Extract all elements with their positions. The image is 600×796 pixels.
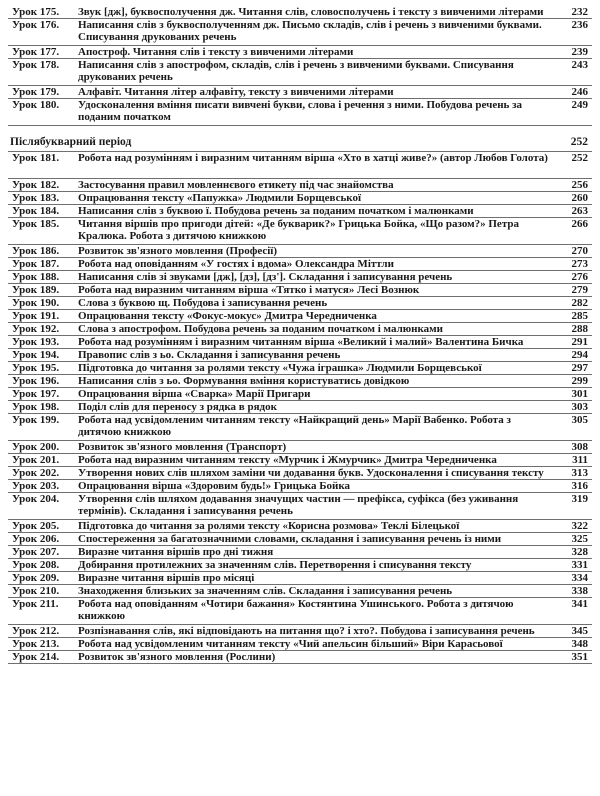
lesson-number: Урок 179.: [8, 86, 76, 99]
page-number: 270: [554, 245, 592, 258]
lesson-number: Урок 196.: [8, 375, 76, 388]
page-number: 345: [554, 625, 592, 638]
toc-row: [8, 192, 592, 205]
lesson-number: Урок 185.: [8, 218, 76, 245]
lesson-number: Урок 200.: [8, 441, 76, 454]
page-number: 325: [554, 533, 592, 546]
page-number: 291: [554, 336, 592, 349]
lesson-title: Написання слів з ьо. Формування вміння користуватись довідкою: [76, 375, 554, 388]
table-of-contents: [8, 6, 592, 664]
lesson-title: Розвиток зв'язного мовлення (Професії): [76, 245, 554, 258]
page-number: 322: [554, 520, 592, 533]
lesson-title: Робота над оповіданням «Чотири бажання» Костянтина Ушинського. Робота з дитячою книжкою: [76, 598, 554, 625]
lesson-title: Робота над виразним читанням тексту «Мурчик і Жмурчик» Дмитра Чередниченка: [76, 454, 554, 467]
toc-row: [8, 454, 592, 467]
page-number: 294: [554, 349, 592, 362]
page-number: 311: [554, 454, 592, 467]
page-number: 236: [554, 19, 592, 46]
lesson-number: Урок 202.: [8, 467, 76, 480]
lesson-title: Підготовка до читання за ролями тексту «Чужа іграшка» Людмили Борщевської: [76, 362, 554, 375]
page-number: 260: [554, 192, 592, 205]
lesson-title: Добирання протилежних за значенням слів. Перетворення і списування тексту: [76, 559, 554, 572]
toc-row: [8, 493, 592, 520]
page-number: 263: [554, 205, 592, 218]
lesson-number: Урок 211.: [8, 598, 76, 625]
lesson-number: Урок 201.: [8, 454, 76, 467]
lesson-title: Удосконалення вміння писати вивчені букви, слова і речення з ними. Побудова речень за поданим початком: [76, 99, 554, 126]
lesson-title: Робота над усвідомленим читанням тексту «Чий апельсин більший» Віри Карасьової: [76, 638, 554, 651]
lesson-number: Урок 191.: [8, 310, 76, 323]
page-number: 319: [554, 493, 592, 520]
lesson-title: Опрацювання вірша «Сварка» Марії Пригари: [76, 388, 554, 401]
page-number: 243: [554, 59, 592, 86]
page-number: 305: [554, 414, 592, 441]
lesson-number: Урок 190.: [8, 297, 76, 310]
lesson-title: Робота над розумінням і виразним читанням вірша «Хто в хатці живе?» (автор Любов Голота): [76, 152, 554, 179]
toc-row: [8, 99, 592, 126]
lesson-title: Розвиток зв'язного мовлення (Рослини): [76, 651, 554, 664]
lesson-number: Урок 181.: [8, 152, 76, 179]
lesson-number: Урок 177.: [8, 46, 76, 59]
lesson-number: Урок 199.: [8, 414, 76, 441]
lesson-title: Поділ слів для переносу з рядка в рядок: [76, 401, 554, 414]
toc-row: [8, 362, 592, 375]
page-number: 351: [554, 651, 592, 664]
toc-row: [8, 46, 592, 59]
lesson-title: Спостереження за багатозначними словами, складання і записування речень із ними: [76, 533, 554, 546]
toc-row: [8, 375, 592, 388]
lesson-number: Урок 192.: [8, 323, 76, 336]
toc-row: [8, 284, 592, 297]
toc-row: [8, 310, 592, 323]
toc-row: [8, 441, 592, 454]
lesson-title: Розпізнавання слів, які відповідають на питання що? і хто?. Побудова і записування речень: [76, 625, 554, 638]
lesson-title: Написання слів з апострофом, складів, слів і речень з вивченими буквами. Списування друкованих речень: [76, 59, 554, 86]
lesson-title: Робота над виразним читанням вірша «Тятко і матуся» Лесі Вознюк: [76, 284, 554, 297]
page-number: 297: [554, 362, 592, 375]
page-number: 256: [554, 179, 592, 192]
toc-row: [8, 401, 592, 414]
lesson-number: Урок 183.: [8, 192, 76, 205]
toc-row: [8, 152, 592, 179]
lesson-number: Урок 205.: [8, 520, 76, 533]
lesson-number: Урок 175.: [8, 6, 76, 19]
lesson-number: Урок 204.: [8, 493, 76, 520]
toc-row: [8, 651, 592, 664]
lesson-title: Утворення нових слів шляхом заміни чи додавання букв. Удосконалення і списування тексту: [76, 467, 554, 480]
lesson-number: Урок 207.: [8, 546, 76, 559]
toc-row: [8, 19, 592, 46]
lesson-title: Виразне читання віршів про дні тижня: [76, 546, 554, 559]
lesson-title: Підготовка до читання за ролями тексту «Корисна розмова» Теклі Білецької: [76, 520, 554, 533]
lesson-number: Урок 213.: [8, 638, 76, 651]
page-number: 252: [554, 152, 592, 179]
toc-row: [8, 258, 592, 271]
toc-row: [8, 388, 592, 401]
page-number: 239: [554, 46, 592, 59]
toc-body-alphabet-period: [8, 6, 592, 126]
section-title: Післябукварний період: [8, 126, 554, 152]
page-number: 341: [554, 598, 592, 625]
lesson-number: Урок 208.: [8, 559, 76, 572]
toc-row: [8, 546, 592, 559]
lesson-title: Звук [дж], буквосполучення дж. Читання слів, словосполучень і тексту з вивченими літерами: [76, 6, 554, 19]
lesson-title: Утворення слів шляхом додавання значущих частин — префікса, суфікса (без уживання термінів). Складання і записування речень: [76, 493, 554, 520]
toc-row: [8, 467, 592, 480]
lesson-title: Читання віршів про пригоди дітей: «Де букварик?» Грицька Бойка, «Що разом?» Петра Кралюка. Робота з дитячою книжкою: [76, 218, 554, 245]
lesson-title: Застосування правил мовленнєвого етикету під час знайомства: [76, 179, 554, 192]
lesson-title: Слова з буквою щ. Побудова і записування речень: [76, 297, 554, 310]
lesson-number: Урок 203.: [8, 480, 76, 493]
lesson-number: Урок 197.: [8, 388, 76, 401]
toc-row: [8, 638, 592, 651]
toc-row: [8, 625, 592, 638]
lesson-number: Урок 184.: [8, 205, 76, 218]
page-number: 249: [554, 99, 592, 126]
toc-row: [8, 585, 592, 598]
toc-row: [8, 414, 592, 441]
toc-row: [8, 86, 592, 99]
page-number: 308: [554, 441, 592, 454]
page-number: 266: [554, 218, 592, 245]
page-number: 316: [554, 480, 592, 493]
lesson-number: Урок 212.: [8, 625, 76, 638]
lesson-title: Написання слів зі звуками [дж], [дз], [дз']. Складання і записування речень: [76, 271, 554, 284]
toc-row: [8, 572, 592, 585]
lesson-title: Слова з апострофом. Побудова речень за поданим початком і малюнками: [76, 323, 554, 336]
lesson-number: Урок 182.: [8, 179, 76, 192]
lesson-number: Урок 176.: [8, 19, 76, 46]
page-number: 331: [554, 559, 592, 572]
lesson-title: Знаходження близьких за значенням слів. Складання і записування речень: [76, 585, 554, 598]
toc-row: [8, 245, 592, 258]
lesson-number: Урок 206.: [8, 533, 76, 546]
page-number: 299: [554, 375, 592, 388]
lesson-title: Опрацювання вірша «Здоровим будь!» Грицька Бойка: [76, 480, 554, 493]
lesson-number: Урок 198.: [8, 401, 76, 414]
toc-row: [8, 559, 592, 572]
toc-row: [8, 6, 592, 19]
toc-row: [8, 218, 592, 245]
lesson-title: Робота над усвідомленим читанням тексту «Найкращий день» Марії Вабенко. Робота з дитячою книжкою: [76, 414, 554, 441]
lesson-title: Написання слів з буквосполученням дж. Письмо складів, слів і речень з вивченими буквами. Списування друкованих речень: [76, 19, 554, 46]
lesson-title: Виразне читання віршів про місяці: [76, 572, 554, 585]
toc-row: [8, 205, 592, 218]
lesson-title: Апостроф. Читання слів і тексту з вивченими літерами: [76, 46, 554, 59]
page-number: 303: [554, 401, 592, 414]
lesson-title: Опрацювання тексту «Фокус-мокус» Дмитра Чередниченка: [76, 310, 554, 323]
page-number: 282: [554, 297, 592, 310]
toc-row: [8, 336, 592, 349]
lesson-title: Алфавіт. Читання літер алфавіту, тексту з вивченими літерами: [76, 86, 554, 99]
lesson-number: Урок 214.: [8, 651, 76, 664]
lesson-number: Урок 210.: [8, 585, 76, 598]
page-number: 338: [554, 585, 592, 598]
lesson-number: Урок 188.: [8, 271, 76, 284]
toc-row: [8, 520, 592, 533]
toc-row: [8, 349, 592, 362]
toc-section: [8, 126, 592, 152]
lesson-title: Робота над оповіданням «У гостях і вдома» Олександра Міттли: [76, 258, 554, 271]
lesson-number: Урок 189.: [8, 284, 76, 297]
page-number: 301: [554, 388, 592, 401]
page-number: 313: [554, 467, 592, 480]
section-page: 252: [554, 126, 592, 152]
lesson-number: Урок 180.: [8, 99, 76, 126]
page-number: 334: [554, 572, 592, 585]
lesson-number: Урок 194.: [8, 349, 76, 362]
toc-row: [8, 179, 592, 192]
toc-row: [8, 480, 592, 493]
lesson-number: Урок 209.: [8, 572, 76, 585]
lesson-number: Урок 178.: [8, 59, 76, 86]
lesson-title: Розвиток зв'язного мовлення (Транспорт): [76, 441, 554, 454]
toc-row: [8, 297, 592, 310]
toc-body-post-alphabet-period: [8, 152, 592, 664]
page-number: 246: [554, 86, 592, 99]
lesson-number: Урок 195.: [8, 362, 76, 375]
toc-row: [8, 533, 592, 546]
page-number: 348: [554, 638, 592, 651]
toc-row: [8, 59, 592, 86]
page-number: 273: [554, 258, 592, 271]
lesson-number: Урок 187.: [8, 258, 76, 271]
toc-row: [8, 271, 592, 284]
page-number: 232: [554, 6, 592, 19]
page-number: 288: [554, 323, 592, 336]
lesson-title: Правопис слів з ьо. Складання і записування речень: [76, 349, 554, 362]
lesson-number: Урок 186.: [8, 245, 76, 258]
toc-row: [8, 598, 592, 625]
section-heading-row: [8, 126, 592, 152]
page-number: 279: [554, 284, 592, 297]
toc-row: [8, 323, 592, 336]
lesson-number: Урок 193.: [8, 336, 76, 349]
page-number: 328: [554, 546, 592, 559]
page-number: 276: [554, 271, 592, 284]
lesson-title: Опрацювання тексту «Папужка» Людмили Борщевської: [76, 192, 554, 205]
page-number: 285: [554, 310, 592, 323]
lesson-title: Робота над розумінням і виразним читанням вірша «Великий і малий» Валентина Бичка: [76, 336, 554, 349]
lesson-title: Написання слів з буквою ї. Побудова речень за поданим початком і малюнками: [76, 205, 554, 218]
